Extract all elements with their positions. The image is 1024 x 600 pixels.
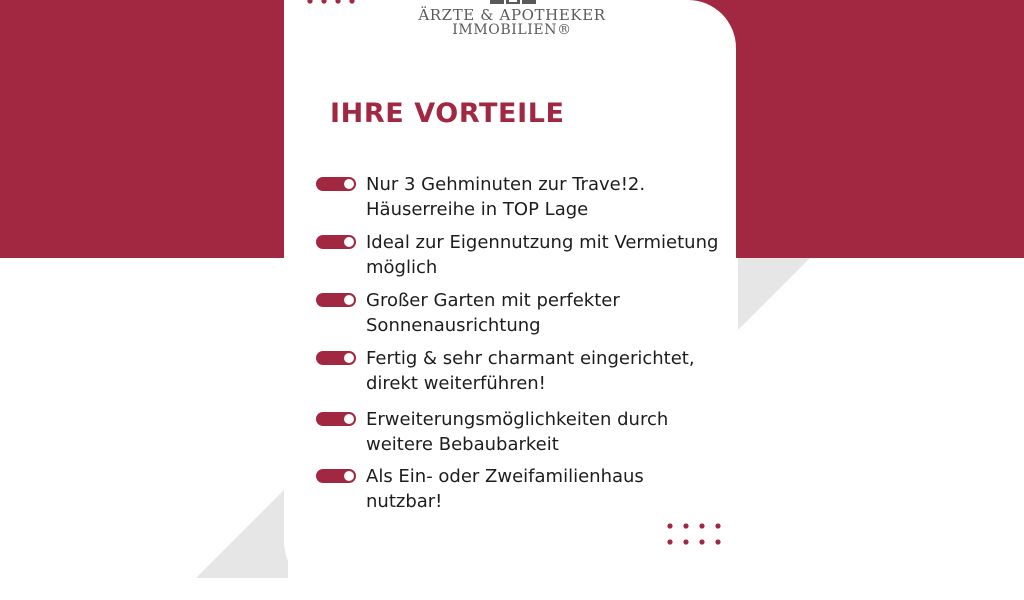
benefit-text-line2: möglich bbox=[366, 257, 438, 278]
benefit-text-line2: direkt weiterführen! bbox=[366, 373, 546, 394]
benefit-text bbox=[366, 464, 738, 514]
benefit-text-line1: Nur 3 Gehminuten zur Trave!2. bbox=[366, 174, 646, 195]
toggle-switch-icon bbox=[316, 235, 356, 249]
benefit-text bbox=[366, 288, 738, 338]
toggle-switch-icon bbox=[316, 469, 356, 483]
benefit-text bbox=[366, 172, 738, 222]
benefit-text-line1: Erweiterungsmöglichkeiten durch bbox=[366, 409, 669, 430]
decorative-triangle-right bbox=[738, 258, 810, 330]
logo-text-line2: IMMOBILIEN® bbox=[452, 22, 572, 38]
benefit-text bbox=[366, 230, 738, 280]
benefit-text-line2: weitere Bebaubarkeit bbox=[366, 434, 559, 455]
toggle-switch-icon bbox=[316, 412, 356, 426]
benefit-text-line1: Großer Garten mit perfekter bbox=[366, 290, 620, 311]
benefit-text-line2: Sonnenausrichtung bbox=[366, 315, 541, 336]
logo-text-line1: ÄRZTE & APOTHEKER bbox=[418, 6, 606, 24]
benefit-text bbox=[366, 407, 738, 457]
decorative-dots-top bbox=[306, 0, 362, 5]
benefit-text-line1: Als Ein- oder Zweifamilienhaus bbox=[366, 466, 644, 487]
decorative-triangle-left bbox=[196, 486, 288, 578]
benefit-text bbox=[366, 346, 738, 396]
benefit-text-line2: Häuserreihe in TOP Lage bbox=[366, 199, 589, 220]
toggle-switch-icon bbox=[316, 177, 356, 191]
benefit-text-line1: Ideal zur Eigennutzung mit Vermietung bbox=[366, 232, 719, 253]
toggle-switch-icon bbox=[316, 351, 356, 365]
page-title: IHRE VORTEILE bbox=[330, 98, 565, 129]
toggle-switch-icon bbox=[316, 293, 356, 307]
decorative-dots-grid bbox=[665, 521, 725, 547]
logo-icon bbox=[490, 0, 536, 4]
benefit-text-line1: Fertig & sehr charmant eingerichtet, bbox=[366, 348, 695, 369]
benefit-text-line2: nutzbar! bbox=[366, 491, 443, 512]
